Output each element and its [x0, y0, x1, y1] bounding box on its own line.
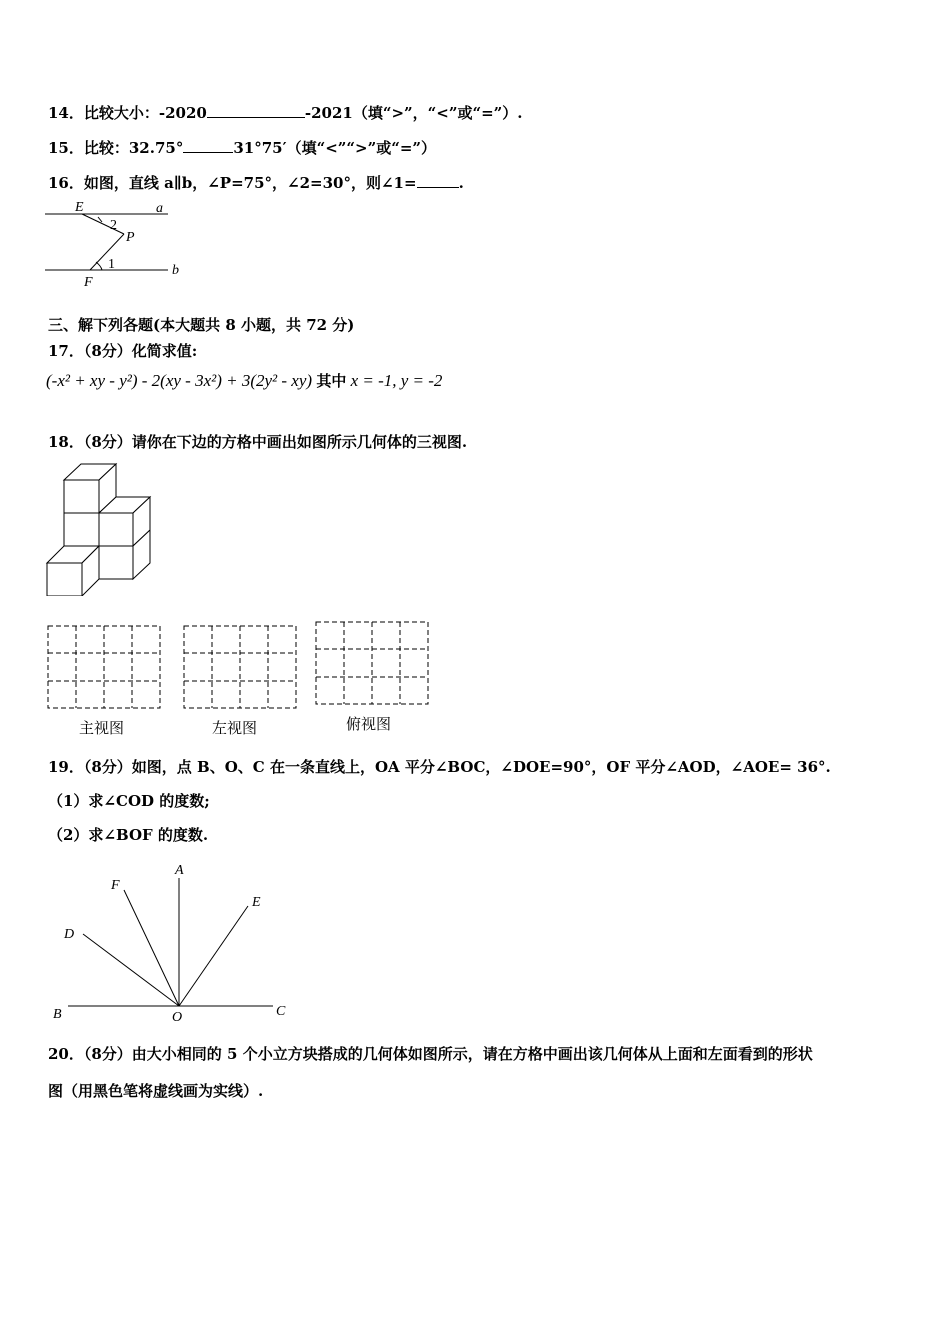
question-18-title: 18．（8分）请你在下边的方格中画出如图所示几何体的三视图. — [48, 433, 468, 451]
label-E: E — [252, 895, 261, 910]
caption-left-view: 左视图 — [212, 719, 258, 737]
q16-text: 16．如图，直线 a∥b，∠P=75°，∠2=30°，则∠1= — [48, 174, 417, 192]
label-D: D — [64, 927, 75, 942]
q15-text: 15．比较：32.75° — [48, 139, 184, 157]
label-E: E — [75, 200, 84, 215]
question-19-title: 19．（8分）如图，点 B、O、C 在一条直线上，OA 平分∠BOC，∠DOE=90°，OF 平分∠AOD，∠AOE= 36°. — [48, 758, 831, 776]
label-C: C — [276, 1004, 286, 1019]
grid-top-view[interactable] — [315, 621, 430, 706]
label-angle-2: 2 — [110, 218, 117, 233]
question-16 — [48, 172, 464, 193]
answer-blank[interactable] — [207, 103, 305, 118]
question-17-title: 17．（8分）化简求值: — [48, 342, 198, 360]
label-F: F — [111, 878, 120, 893]
label-O: O — [172, 1010, 183, 1025]
label-angle-1: 1 — [108, 257, 115, 272]
label-F: F — [84, 275, 93, 290]
question-20-line-1: 20．（8分）由大小相同的 5 个小立方块搭成的几何体如图所示，请在方格中画出该几何体从上面和左面看到的形状 — [48, 1045, 813, 1063]
figure-16-parallel-lines — [40, 198, 185, 290]
question-20-line-2: 图（用黑色笔将虚线画为实线）. — [48, 1082, 264, 1100]
question-15 — [48, 137, 436, 158]
label-b: b — [172, 263, 179, 278]
figure-18-cube-stack — [44, 462, 159, 596]
question-19-part-2: （2）求∠BOF 的度数. — [48, 826, 209, 844]
answer-blank[interactable] — [417, 173, 459, 188]
grid-left-view[interactable] — [183, 625, 298, 710]
label-a: a — [156, 201, 163, 216]
label-B: B — [53, 1007, 62, 1022]
q16-text-end: . — [458, 174, 464, 192]
section-3-heading: 三、解下列各题(本大题共 8 小题，共 72 分) — [48, 316, 355, 334]
grid-front-view[interactable] — [47, 625, 162, 710]
expression: (-x² + xy - y²) - 2(xy - 3x²) + 3(2y² - xy) — [46, 371, 313, 390]
caption-top-view: 俯视图 — [346, 715, 392, 733]
label-A: A — [175, 863, 184, 878]
question-19-part-1: （1）求∠COD 的度数; — [48, 792, 210, 810]
figure-19-angles — [48, 858, 298, 1026]
q15-text-end: 31°75′（填“<”“>”或“=”） — [233, 139, 437, 157]
label-P: P — [126, 230, 135, 245]
caption-front-view: 主视图 — [79, 719, 125, 737]
q14-text-end: -2021（填“>”，“<”或“=”）. — [304, 104, 523, 122]
condition-word: 其中 — [316, 372, 347, 390]
condition-values: x = -1, y = -2 — [350, 371, 443, 390]
answer-blank[interactable] — [183, 138, 233, 153]
q17-expression — [46, 370, 442, 391]
q14-text: 14．比较大小：-2020 — [48, 104, 207, 122]
question-14 — [48, 102, 523, 123]
